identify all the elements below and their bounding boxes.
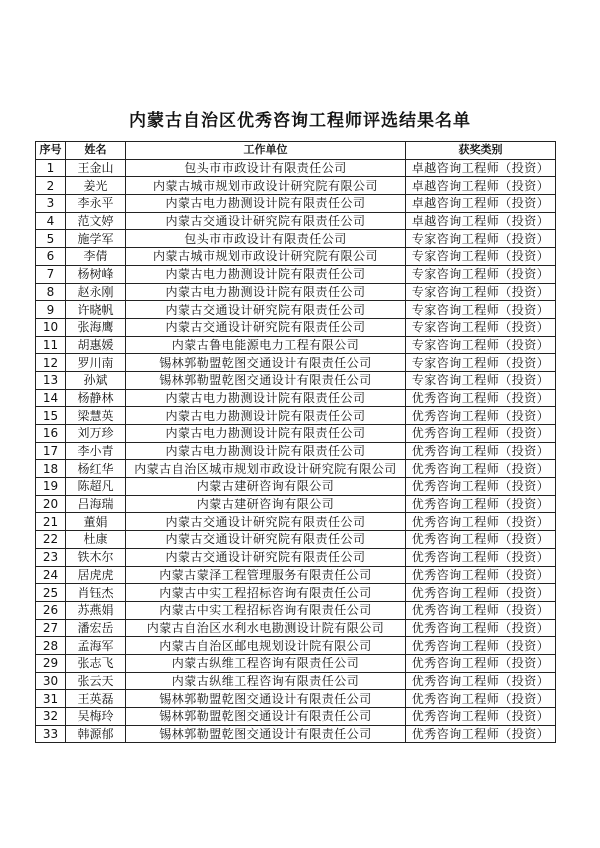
cell-no: 24 (36, 566, 66, 584)
cell-award: 专家咨询工程师（投资） (406, 248, 556, 266)
header-no: 序号 (36, 142, 66, 160)
cell-unit: 内蒙古交通设计研究院有限责任公司 (126, 301, 406, 319)
cell-unit: 内蒙古交通设计研究院有限责任公司 (126, 531, 406, 549)
cell-unit: 内蒙古自治区城市规划市政设计研究院有限公司 (126, 460, 406, 478)
cell-name: 赵永刚 (66, 283, 126, 301)
cell-unit: 内蒙古交通设计研究院有限责任公司 (126, 548, 406, 566)
cell-unit: 内蒙古交通设计研究院有限责任公司 (126, 318, 406, 336)
table-row (36, 619, 556, 637)
cell-award: 优秀咨询工程师（投资） (406, 548, 556, 566)
table-row (36, 371, 556, 389)
cell-unit: 包头市市政设计有限责任公司 (126, 159, 406, 177)
cell-name: 张志飞 (66, 654, 126, 672)
cell-name: 杨静林 (66, 389, 126, 407)
cell-no: 1 (36, 159, 66, 177)
cell-name: 董娟 (66, 513, 126, 531)
table-row (36, 301, 556, 319)
cell-no: 25 (36, 584, 66, 602)
cell-no: 11 (36, 336, 66, 354)
cell-award: 优秀咨询工程师（投资） (406, 460, 556, 478)
cell-name: 肖钰杰 (66, 584, 126, 602)
cell-no: 9 (36, 301, 66, 319)
cell-unit: 锡林郭勒盟乾图交通设计有限责任公司 (126, 725, 406, 743)
cell-award: 专家咨询工程师（投资） (406, 336, 556, 354)
cell-name: 许晓帆 (66, 301, 126, 319)
cell-award: 优秀咨询工程师（投资） (406, 708, 556, 726)
cell-award: 专家咨询工程师（投资） (406, 283, 556, 301)
cell-name: 张云天 (66, 672, 126, 690)
cell-name: 居虎虎 (66, 566, 126, 584)
cell-no: 22 (36, 531, 66, 549)
cell-award: 优秀咨询工程师（投资） (406, 725, 556, 743)
cell-name: 苏燕娟 (66, 601, 126, 619)
table-row (36, 531, 556, 549)
cell-no: 27 (36, 619, 66, 637)
cell-unit: 内蒙古中实工程招标咨询有限责任公司 (126, 601, 406, 619)
cell-unit: 锡林郭勒盟乾图交通设计有限责任公司 (126, 708, 406, 726)
cell-no: 26 (36, 601, 66, 619)
table-row (36, 159, 556, 177)
cell-unit: 内蒙古纵维工程咨询有限责任公司 (126, 654, 406, 672)
table-row (36, 478, 556, 496)
table-row (36, 336, 556, 354)
cell-unit: 内蒙古电力勘测设计院有限责任公司 (126, 389, 406, 407)
cell-unit: 内蒙古中实工程招标咨询有限责任公司 (126, 584, 406, 602)
cell-name: 李倩 (66, 248, 126, 266)
table-row (36, 318, 556, 336)
cell-award: 专家咨询工程师（投资） (406, 318, 556, 336)
table-row (36, 548, 556, 566)
cell-name: 吕海瑞 (66, 495, 126, 513)
cell-name: 孙斌 (66, 371, 126, 389)
cell-no: 17 (36, 442, 66, 460)
header-unit: 工作单位 (126, 142, 406, 160)
table-row (36, 460, 556, 478)
table-row (36, 354, 556, 372)
cell-award: 卓越咨询工程师（投资） (406, 159, 556, 177)
cell-no: 32 (36, 708, 66, 726)
results-table (35, 141, 556, 743)
cell-unit: 内蒙古电力勘测设计院有限责任公司 (126, 195, 406, 213)
cell-name: 杨红华 (66, 460, 126, 478)
table-row (36, 654, 556, 672)
cell-no: 23 (36, 548, 66, 566)
header-award: 获奖类别 (406, 142, 556, 160)
cell-name: 韩源郁 (66, 725, 126, 743)
table-row (36, 265, 556, 283)
cell-name: 罗川南 (66, 354, 126, 372)
cell-unit: 内蒙古城市规划市政设计研究院有限公司 (126, 248, 406, 266)
cell-name: 吴梅玲 (66, 708, 126, 726)
cell-no: 33 (36, 725, 66, 743)
cell-no: 31 (36, 690, 66, 708)
table-row (36, 425, 556, 443)
cell-unit: 内蒙古自治区水利水电勘测设计院有限公司 (126, 619, 406, 637)
cell-unit: 锡林郭勒盟乾图交通设计有限责任公司 (126, 690, 406, 708)
cell-no: 4 (36, 212, 66, 230)
cell-unit: 锡林郭勒盟乾图交通设计有限责任公司 (126, 354, 406, 372)
cell-name: 胡惠媛 (66, 336, 126, 354)
cell-unit: 内蒙古交通设计研究院有限责任公司 (126, 513, 406, 531)
cell-no: 16 (36, 425, 66, 443)
cell-award: 优秀咨询工程师（投资） (406, 389, 556, 407)
cell-name: 铁木尔 (66, 548, 126, 566)
cell-award: 卓越咨询工程师（投资） (406, 212, 556, 230)
cell-award: 专家咨询工程师（投资） (406, 301, 556, 319)
cell-award: 专家咨询工程师（投资） (406, 265, 556, 283)
cell-no: 7 (36, 265, 66, 283)
cell-award: 专家咨询工程师（投资） (406, 354, 556, 372)
cell-unit: 内蒙古交通设计研究院有限责任公司 (126, 212, 406, 230)
cell-no: 30 (36, 672, 66, 690)
cell-name: 杜康 (66, 531, 126, 549)
table-row (36, 407, 556, 425)
table-row (36, 672, 556, 690)
cell-award: 优秀咨询工程师（投资） (406, 601, 556, 619)
table-row (36, 389, 556, 407)
page-title: 内蒙古自治区优秀咨询工程师评选结果名单 (129, 111, 471, 131)
table-row (36, 283, 556, 301)
cell-no: 6 (36, 248, 66, 266)
cell-no: 8 (36, 283, 66, 301)
cell-award: 优秀咨询工程师（投资） (406, 495, 556, 513)
cell-award: 优秀咨询工程师（投资） (406, 478, 556, 496)
cell-unit: 内蒙古纵维工程咨询有限责任公司 (126, 672, 406, 690)
table-row (36, 690, 556, 708)
cell-unit: 内蒙古自治区邮电规划设计院有限公司 (126, 637, 406, 655)
cell-award: 优秀咨询工程师（投资） (406, 425, 556, 443)
cell-name: 杨树峰 (66, 265, 126, 283)
cell-award: 优秀咨询工程师（投资） (406, 637, 556, 655)
cell-unit: 内蒙古电力勘测设计院有限责任公司 (126, 283, 406, 301)
table-row (36, 584, 556, 602)
table-row (36, 248, 556, 266)
cell-name: 李永平 (66, 195, 126, 213)
cell-name: 陈超凡 (66, 478, 126, 496)
cell-name: 潘宏岳 (66, 619, 126, 637)
cell-no: 5 (36, 230, 66, 248)
cell-award: 优秀咨询工程师（投资） (406, 690, 556, 708)
cell-no: 13 (36, 371, 66, 389)
table-body (36, 159, 556, 743)
cell-no: 12 (36, 354, 66, 372)
cell-award: 专家咨询工程师（投资） (406, 371, 556, 389)
cell-no: 18 (36, 460, 66, 478)
cell-no: 15 (36, 407, 66, 425)
table-row (36, 495, 556, 513)
cell-no: 19 (36, 478, 66, 496)
cell-award: 优秀咨询工程师（投资） (406, 513, 556, 531)
cell-unit: 内蒙古蒙泽工程管理服务有限责任公司 (126, 566, 406, 584)
table-row (36, 212, 556, 230)
header-name: 姓名 (66, 142, 126, 160)
cell-award: 优秀咨询工程师（投资） (406, 654, 556, 672)
table-header-row (36, 142, 556, 160)
cell-unit: 内蒙古电力勘测设计院有限责任公司 (126, 265, 406, 283)
cell-award: 优秀咨询工程师（投资） (406, 442, 556, 460)
table-row (36, 442, 556, 460)
cell-unit: 内蒙古电力勘测设计院有限责任公司 (126, 407, 406, 425)
table-row (36, 725, 556, 743)
cell-unit: 内蒙古城市规划市政设计研究院有限公司 (126, 177, 406, 195)
cell-award: 优秀咨询工程师（投资） (406, 619, 556, 637)
table-row (36, 513, 556, 531)
cell-no: 29 (36, 654, 66, 672)
cell-name: 范文婷 (66, 212, 126, 230)
cell-no: 14 (36, 389, 66, 407)
cell-unit: 内蒙古电力勘测设计院有限责任公司 (126, 442, 406, 460)
cell-award: 优秀咨询工程师（投资） (406, 672, 556, 690)
cell-name: 李小青 (66, 442, 126, 460)
cell-no: 20 (36, 495, 66, 513)
cell-unit: 内蒙古鲁电能源电力工程有限公司 (126, 336, 406, 354)
cell-unit: 内蒙古建研咨询有限公司 (126, 495, 406, 513)
table-row (36, 230, 556, 248)
cell-no: 28 (36, 637, 66, 655)
cell-name: 孟海军 (66, 637, 126, 655)
cell-no: 21 (36, 513, 66, 531)
cell-award: 专家咨询工程师（投资） (406, 230, 556, 248)
cell-no: 3 (36, 195, 66, 213)
cell-award: 卓越咨询工程师（投资） (406, 195, 556, 213)
cell-name: 王金山 (66, 159, 126, 177)
table-row (36, 177, 556, 195)
cell-name: 张海鹰 (66, 318, 126, 336)
cell-award: 优秀咨询工程师（投资） (406, 531, 556, 549)
table-row (36, 601, 556, 619)
cell-unit: 内蒙古电力勘测设计院有限责任公司 (126, 425, 406, 443)
cell-no: 2 (36, 177, 66, 195)
cell-unit: 包头市市政设计有限责任公司 (126, 230, 406, 248)
cell-award: 优秀咨询工程师（投资） (406, 407, 556, 425)
table-row (36, 637, 556, 655)
cell-name: 施学军 (66, 230, 126, 248)
cell-name: 王英磊 (66, 690, 126, 708)
cell-award: 卓越咨询工程师（投资） (406, 177, 556, 195)
cell-unit: 内蒙古建研咨询有限公司 (126, 478, 406, 496)
table-row (36, 708, 556, 726)
table-row (36, 195, 556, 213)
cell-name: 刘万珍 (66, 425, 126, 443)
cell-award: 优秀咨询工程师（投资） (406, 584, 556, 602)
table-row (36, 566, 556, 584)
cell-unit: 锡林郭勒盟乾图交通设计有限责任公司 (126, 371, 406, 389)
cell-name: 姜光 (66, 177, 126, 195)
cell-award: 优秀咨询工程师（投资） (406, 566, 556, 584)
cell-no: 10 (36, 318, 66, 336)
cell-name: 梁慧英 (66, 407, 126, 425)
